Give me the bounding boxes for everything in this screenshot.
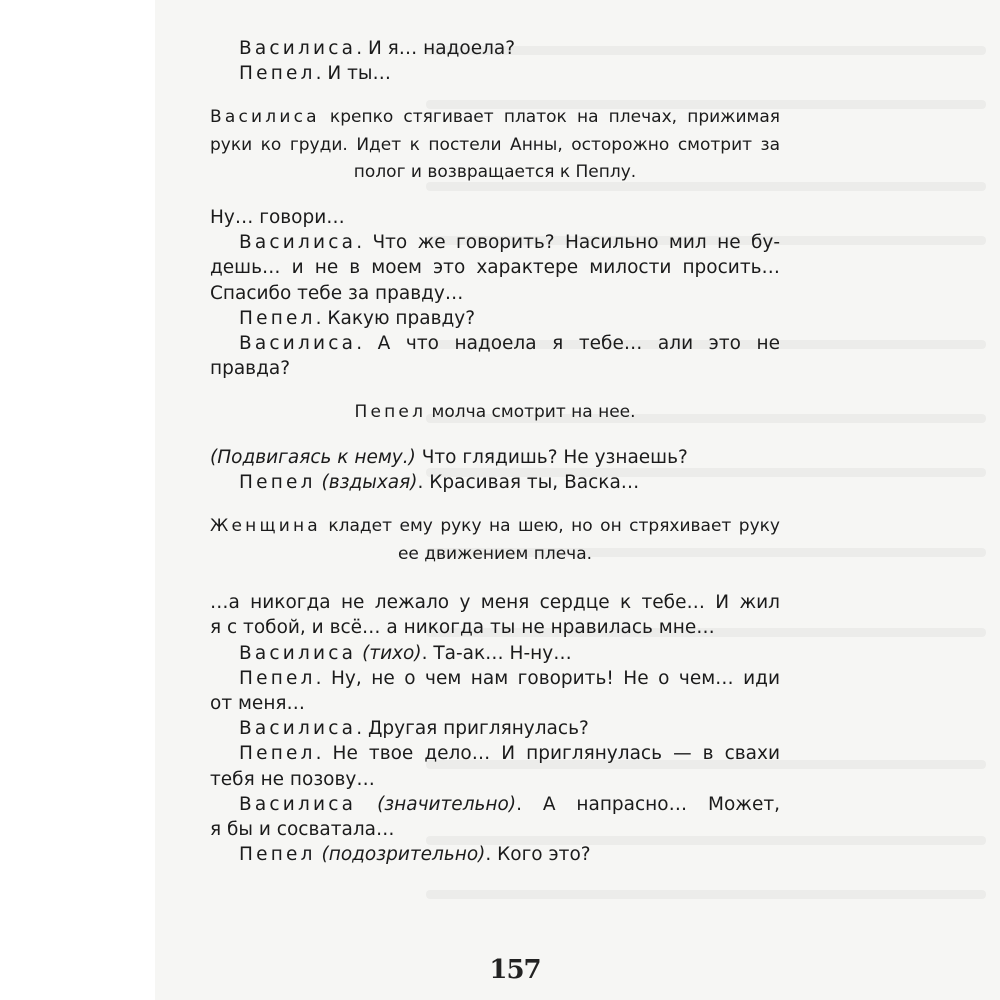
play-text [210, 36, 780, 867]
show-through-line [426, 890, 986, 899]
speech-text: . А напрасно… Может, [516, 793, 780, 815]
dialogue-line [210, 281, 780, 306]
dialogue-line [210, 356, 780, 381]
speaker-name: Пепел [354, 402, 427, 423]
dialogue-line [210, 666, 780, 691]
speech-text: . Что же говорить? Насильно мил не бу- [356, 232, 780, 254]
speech-text: . Та-ак… Н-ну… [421, 642, 572, 664]
speaker-name: Василиса [210, 107, 320, 128]
speech-text: . Другая приглянулась? [356, 718, 589, 740]
dialogue-line [210, 716, 780, 741]
speech-text: Ну… говори… [210, 206, 345, 228]
dialogue-line [210, 792, 780, 817]
stage-direction-inline: (значительно) [377, 793, 517, 815]
speaker-name: Пепел [239, 667, 316, 689]
stage-direction [210, 513, 780, 541]
stage-direction-inline: (Подвигаясь к нему.) [210, 446, 416, 468]
stage-direction-inline: (тихо) [362, 642, 422, 664]
stage-text: ее движением плеча. [397, 543, 593, 564]
speaker-name: Василиса [239, 38, 357, 59]
dialogue-line [210, 767, 780, 792]
stage-direction [210, 399, 780, 427]
stage-direction [210, 159, 780, 187]
speaker-name: Пепел [239, 743, 316, 765]
speech-text: . Кого это? [485, 844, 591, 866]
speech-text: . Ну, не о чем нам говорить! Не о чем… иди [315, 667, 780, 689]
dialogue-line [210, 36, 780, 61]
speaker-name: Василиса [239, 642, 357, 664]
speech-text: я бы и сосватала… [210, 819, 395, 841]
speaker-name: Василиса [239, 718, 357, 740]
speaker-name: Пепел [239, 63, 316, 85]
stage-direction [210, 104, 780, 132]
speaker-name: Пепел [239, 472, 316, 494]
dialogue-line [210, 817, 780, 842]
page-number: 157 [489, 955, 541, 985]
speech-text: правда? [210, 358, 291, 380]
speaker-name: Пепел [239, 307, 316, 329]
stage-direction [210, 541, 780, 569]
stage-text: руки ко груди. Идет к постели Анны, осторожно смотрит за [210, 134, 780, 155]
dialogue-line [210, 331, 780, 356]
stage-text: крепко стягивает платок на плечах, прижимая [319, 107, 780, 128]
speech-text: …а никогда не лежало у меня сердце к тебе… И жил [210, 592, 780, 614]
dialogue-line [210, 445, 780, 470]
dialogue-line [210, 741, 780, 766]
stage-text: полог и возвращается к Пеплу. [353, 162, 637, 183]
stage-direction-inline: (подозрительно) [321, 844, 486, 866]
dialogue-line [210, 691, 780, 716]
speech-text: Спасибо тебе за правду… [210, 282, 464, 304]
stage-direction [210, 132, 780, 160]
speaker-name: Пепел [239, 844, 316, 866]
speech-text: . И ты… [315, 63, 391, 85]
dialogue-line [210, 615, 780, 640]
speaker-name: Женщина [210, 516, 321, 537]
speech-text: . И я… надоела? [356, 38, 516, 59]
dialogue-line [210, 255, 780, 280]
speech-text: тебя не позову… [210, 768, 375, 790]
dialogue-line [210, 590, 780, 615]
speech-text: я с тобой, и всё… а никогда ты не нравилась мне… [210, 617, 715, 639]
dialogue-line [210, 306, 780, 331]
dialogue-line [210, 205, 780, 230]
speech-text: . А что надоела я тебе… али это не [356, 332, 780, 354]
dialogue-line [210, 842, 780, 867]
stage-text: молча смотрит на нее. [426, 402, 636, 423]
stage-direction-inline: (вздыхая) [321, 472, 418, 494]
dialogue-line [210, 61, 780, 86]
dialogue-line [210, 470, 780, 495]
speech-text: дешь… и не в моем это характере милости просить… [210, 257, 780, 279]
dialogue-line [210, 641, 780, 666]
speaker-name: Василиса [239, 793, 357, 815]
speaker-name: Василиса [239, 332, 357, 354]
speech-text: от меня… [210, 693, 306, 715]
stage-text: кладет ему руку на шею, но он стряхивает руку [320, 516, 780, 537]
speech-text: . Не твое дело… И приглянулась — в свахи [315, 743, 780, 765]
book-page [155, 0, 1000, 1000]
dialogue-line [210, 230, 780, 255]
speaker-name: Василиса [239, 232, 357, 254]
speech-text: Что глядишь? Не узнаешь? [415, 446, 688, 468]
speech-text: . Какую правду? [315, 307, 476, 329]
speech-text: . Красивая ты, Васка… [417, 472, 640, 494]
